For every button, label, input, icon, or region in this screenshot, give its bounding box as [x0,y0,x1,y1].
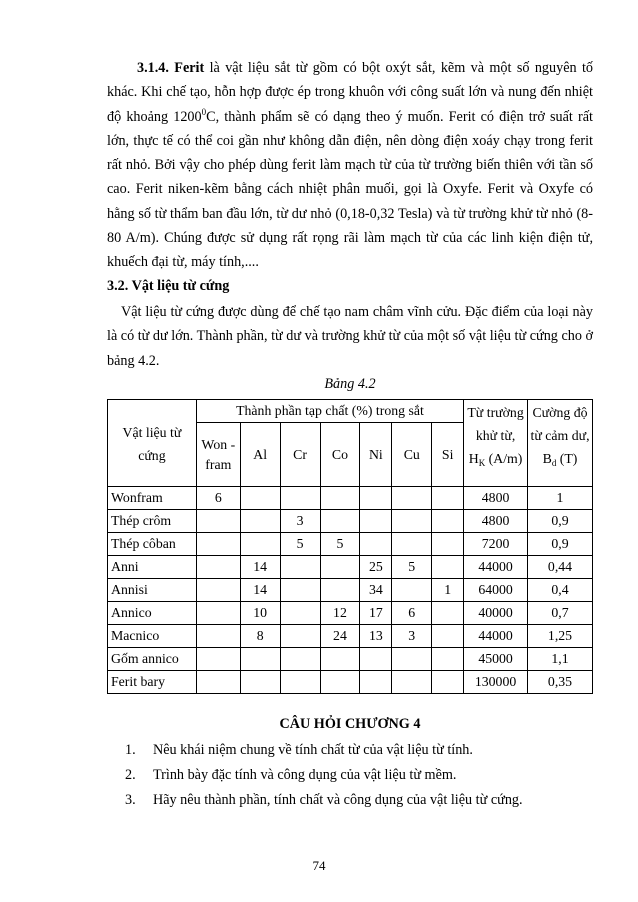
remanence-cell: 0,4 [528,579,593,602]
impurity-cell [360,510,392,533]
impurity-cell [320,648,360,671]
remanence-cell: 1,1 [528,648,593,671]
coercive-field-cell: 4800 [464,487,528,510]
page-number: 74 [312,858,326,873]
header-coercive-unit: (A/m) [485,451,523,466]
impurity-cell: 6 [196,487,240,510]
remanence-cell: 0,44 [528,556,593,579]
coercive-field-cell: 44000 [464,625,528,648]
impurity-cell [320,510,360,533]
question-number: 2. [125,767,136,783]
header-coercive-field [464,400,528,487]
impurity-cell [196,579,240,602]
material-name-cell: Anni [108,556,197,579]
hard-magnetic-text: Vật liệu từ cứng được dùng để chế tạo nam châm vĩnh cửu. Đặc điểm của loại này là có từ dư lớn. Thành phần, từ dư và trường khử từ của một số vật liệu từ cứng cho ở bảng 4.2. [107,304,593,369]
table-row [108,625,593,648]
impurity-cell [392,648,432,671]
header-element: Al [240,423,280,487]
coercive-field-cell: 4800 [464,510,528,533]
header-material: Vật liệu từ cứng [108,400,197,487]
impurity-cell: 8 [240,625,280,648]
question-number: 1. [125,742,136,758]
ferrite-paragraph [107,56,593,275]
impurity-cell [196,556,240,579]
remanence-cell: 1,25 [528,625,593,648]
impurity-cell [280,487,320,510]
ferrite-text-part1: là vật liệu sắt từ gồm có bột oxýt sắt, kẽm và một số nguyên tố khác. Khi chế tạo, hỗn hợp được ép trong khuôn với công suất lớn và nung đến nhiệt độ khoảng 1200 [107,60,593,125]
impurity-cell [280,602,320,625]
impurity-cell [196,533,240,556]
table-row [108,533,593,556]
impurity-cell [432,671,464,694]
material-name-cell: Wonfram [108,487,197,510]
header-impurities: Thành phần tạp chất (%) trong sắt [196,400,463,423]
material-name-cell: Annico [108,602,197,625]
table-body [108,487,593,694]
impurity-cell [320,579,360,602]
material-name-cell: Gốm annico [108,648,197,671]
remanence-cell: 0,9 [528,533,593,556]
impurity-cell [360,671,392,694]
table-row [108,487,593,510]
question-number: 3. [125,792,136,808]
impurity-cell [360,533,392,556]
header-remanence-text: Cường độ từ cảm dư, [530,405,590,443]
impurity-cell: 5 [280,533,320,556]
header-element: Ni [360,423,392,487]
table-row [108,556,593,579]
header-remanence [528,400,593,487]
question-text: Hãy nêu thành phần, tính chất và công dụng của vật liệu từ cứng. [153,792,523,808]
impurity-cell [196,625,240,648]
impurity-cell [320,556,360,579]
question-item [107,763,523,788]
impurity-cell [240,648,280,671]
impurity-cell [392,510,432,533]
impurity-cell [432,625,464,648]
hard-magnetic-paragraph [107,300,593,373]
table-row [108,648,593,671]
impurity-cell: 6 [392,602,432,625]
impurity-cell [392,533,432,556]
header-element: Si [432,423,464,487]
question-text: Nêu khái niệm chung về tính chất từ của vật liệu từ tính. [153,742,473,758]
impurity-cell [196,510,240,533]
impurity-cell [432,556,464,579]
impurity-cell: 14 [240,556,280,579]
materials-table [107,399,593,694]
impurity-cell [240,510,280,533]
questions-title: CÂU HỎI CHƯƠNG 4 [279,716,421,732]
impurity-cell [392,579,432,602]
ferrite-text-part2: C, thành phẩm sẽ có dạng theo ý muốn. Ferit có điện trở suất rất lớn, thực tế có thể coi gần như không dẫn điện, nên dòng điện xoáy chạy trong ferit rất nhỏ. Bởi vậy cho phép dùng ferit làm mạch từ của từ trường biến thiên với tần số cao. Ferit niken-kẽm bằng cách nhiệt phân muối, gọi là Oxyfe. Ferit và Oxyfe có hằng số từ thẩm ban đầu lớn, từ dư nhỏ (0,18-0,32 Tesla) và từ trường khử từ nhỏ (8-80 A/m). Chúng được sử dụng rất rọng rãi làm mạch từ của các linh kiện điện tử, khuếch đại từ, máy tính,.... [107,108,593,271]
question-item [107,738,523,763]
impurity-cell [360,487,392,510]
impurity-cell: 14 [240,579,280,602]
impurity-cell [196,671,240,694]
impurity-cell [280,625,320,648]
ferrite-section-label: 3.1.4. Ferit [137,60,205,76]
impurity-cell [432,510,464,533]
coercive-field-cell: 44000 [464,556,528,579]
material-name-cell: Thép côban [108,533,197,556]
impurity-cell: 24 [320,625,360,648]
table-row [108,510,593,533]
header-coercive-text: Từ trường khử từ, [467,405,524,443]
impurity-cell: 12 [320,602,360,625]
impurity-cell [240,487,280,510]
header-coercive-symbol: H [468,451,479,466]
impurity-cell [196,648,240,671]
impurity-cell [320,671,360,694]
header-element: Cr [280,423,320,487]
section-heading: 3.2. Vật liệu từ cứng [107,278,230,294]
impurity-cell: 25 [360,556,392,579]
impurity-cell [432,648,464,671]
impurity-cell: 34 [360,579,392,602]
impurity-cell [392,487,432,510]
coercive-field-cell: 130000 [464,671,528,694]
degree-superscript: 0 [201,106,207,117]
impurity-cell [280,579,320,602]
header-remanence-symbol: B [542,451,552,466]
impurity-cell [280,671,320,694]
impurity-cell: 10 [240,602,280,625]
impurity-cell: 5 [320,533,360,556]
impurity-cell [432,487,464,510]
header-coercive-sub: K [478,458,486,468]
header-element: Won -fram [196,423,240,487]
table-row [108,671,593,694]
impurity-cell: 1 [432,579,464,602]
impurity-cell: 5 [392,556,432,579]
impurity-cell [360,648,392,671]
header-element: Co [320,423,360,487]
table-row [108,579,593,602]
coercive-field-cell: 7200 [464,533,528,556]
material-name-cell: Macnico [108,625,197,648]
coercive-field-cell: 64000 [464,579,528,602]
material-name-cell: Annisi [108,579,197,602]
impurity-cell [196,602,240,625]
impurity-cell [392,671,432,694]
impurity-cell [240,671,280,694]
impurity-cell: 17 [360,602,392,625]
impurity-cell: 3 [392,625,432,648]
impurity-cell [320,487,360,510]
header-remanence-unit: (T) [556,451,578,466]
impurity-cell: 3 [280,510,320,533]
material-name-cell: Ferit bary [108,671,197,694]
material-name-cell: Thép crôm [108,510,197,533]
coercive-field-cell: 45000 [464,648,528,671]
table-row [108,602,593,625]
questions-list [107,738,523,813]
coercive-field-cell: 40000 [464,602,528,625]
impurity-cell [240,533,280,556]
header-element: Cu [392,423,432,487]
table-caption: Bảng 4.2 [324,376,376,392]
impurity-cell [280,556,320,579]
impurity-cell: 13 [360,625,392,648]
impurity-cell [432,533,464,556]
header-remanence-sub: d [551,458,557,468]
question-item [107,788,523,813]
remanence-cell: 0,35 [528,671,593,694]
remanence-cell: 0,7 [528,602,593,625]
remanence-cell: 0,9 [528,510,593,533]
impurity-cell [432,602,464,625]
remanence-cell: 1 [528,487,593,510]
question-text: Trình bày đặc tính và công dụng của vật liệu từ mềm. [153,767,457,783]
impurity-cell [280,648,320,671]
